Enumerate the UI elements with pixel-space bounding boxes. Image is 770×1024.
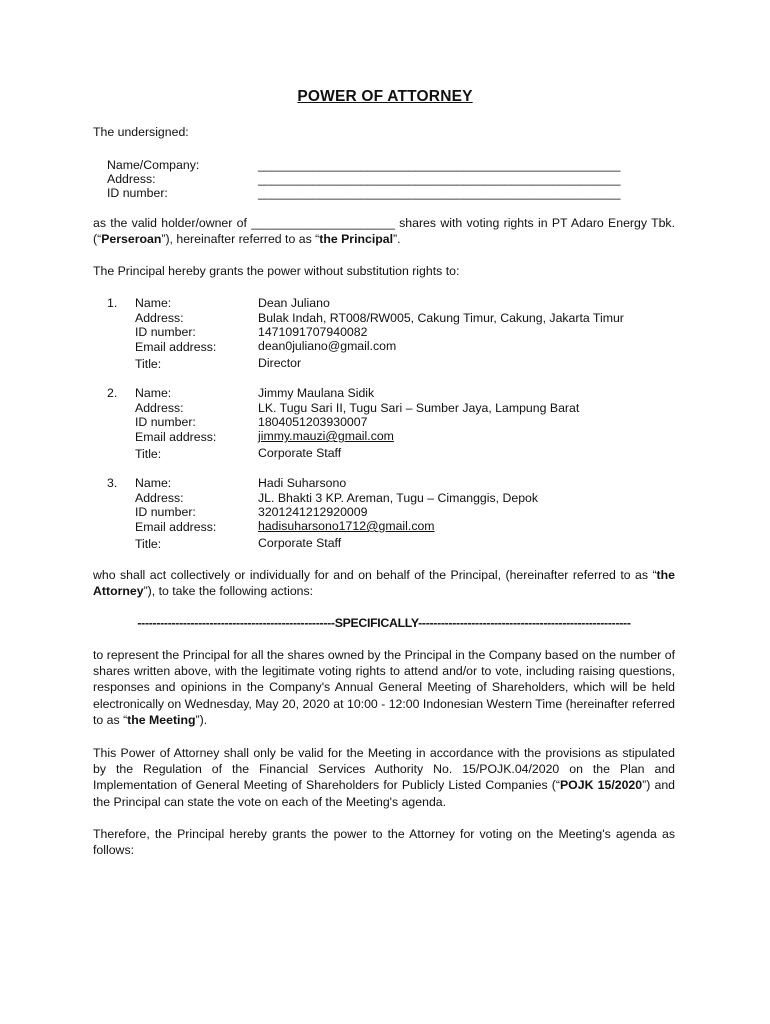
attorney-id-number: 3201241212920009 — [258, 505, 368, 519]
attorney-term: the Attorney — [93, 568, 675, 599]
id-number-label: ID number: — [135, 505, 196, 519]
title-label: Title: — [135, 447, 162, 461]
act-text-2: ”), to take the following actions: — [143, 584, 314, 599]
principal-term: the Principal — [319, 232, 394, 247]
pojk-term: POJK 15/2020 — [559, 778, 643, 793]
address-blank: _____________________________________________________ — [258, 172, 621, 186]
attorney-address: Bulak Indah, RT008/RW005, Cakung Timur, Cakung, Jakarta Timur — [258, 311, 624, 325]
id-number-label: ID number: — [135, 415, 196, 429]
address-label: Address: — [107, 172, 156, 186]
attorney-email-link[interactable]: hadisuharsono1712@gmail.com — [258, 519, 435, 533]
email-label: Email address: — [135, 430, 217, 444]
email-label: Email address: — [135, 340, 217, 354]
attorney-email: dean0juliano@gmail.com — [258, 339, 397, 353]
holder-text-3: ”), hereinafter referred to as “ — [161, 232, 320, 247]
id-number-blank: _____________________________________________________ — [258, 186, 621, 200]
attorney-number: 1. — [107, 296, 118, 310]
id-number-label: ID number: — [107, 186, 168, 200]
attorney-email-link[interactable]: jimmy.mauzi@gmail.com — [258, 429, 394, 443]
id-number-label: ID number: — [135, 325, 196, 339]
undersigned-label: The undersigned: — [93, 125, 189, 139]
name-company-blank: _____________________________________________________ — [258, 158, 621, 172]
represent-text-1: to represent the Principal for all the shares owned by the Principal in the Company based on the number of shares written above, with the legitimate voting rights to attend and/or to vote, including raising questions, responses and opinions in the Company's Annual General Meeting of Shareholders, which will be held electronically on Wednesday, May 20, 2020 at 10:00 - 12:00 Indonesian Western Time (hereinafter referred to as “ — [93, 648, 675, 727]
holder-paragraph — [93, 215, 675, 247]
attorney-address: JL. Bhakti 3 KP. Areman, Tugu – Cimanggis, Depok — [258, 491, 539, 505]
attorney-name: Hadi Suharsono — [258, 476, 347, 490]
grants-intro: The Principal hereby grants the power without substitution rights to: — [93, 264, 460, 278]
address-label: Address: — [135, 311, 184, 325]
attorney-address: LK. Tugu Sari II, Tugu Sari – Sumber Jaya, Lampung Barat — [258, 401, 580, 415]
address-label: Address: — [135, 401, 184, 415]
title-label: Title: — [135, 357, 162, 371]
validity-paragraph — [93, 745, 675, 810]
holder-text-4: ”. — [393, 232, 401, 247]
represent-paragraph — [93, 647, 675, 728]
attorney-number: 3. — [107, 476, 118, 490]
name-label: Name: — [135, 296, 172, 310]
meeting-term: the Meeting — [127, 712, 196, 727]
document-title: POWER OF ATTORNEY — [297, 88, 473, 105]
represent-text-2: ”). — [195, 712, 208, 727]
attorney-title: Corporate Staff — [258, 446, 342, 460]
therefore-paragraph: Therefore, the Principal hereby grants the power to the Attorney for voting on the Meeting's agenda as follows: — [93, 827, 675, 858]
attorney-id-number: 1471091707940082 — [258, 325, 368, 339]
name-label: Name: — [135, 386, 172, 400]
attorney-title: Director — [258, 356, 302, 370]
attorney-number: 2. — [107, 386, 118, 400]
act-paragraph — [93, 567, 675, 599]
address-label: Address: — [135, 491, 184, 505]
attorney-id-number: 1804051203930007 — [258, 415, 368, 429]
attorney-name: Jimmy Maulana Sidik — [258, 386, 375, 400]
email-label: Email address: — [135, 520, 217, 534]
name-company-label: Name/Company: — [107, 158, 200, 172]
holder-text-1: as the valid holder/owner of — [93, 216, 252, 230]
name-label: Name: — [135, 476, 172, 490]
attorney-title: Corporate Staff — [258, 536, 342, 550]
act-text-1: who shall act collectively or individually for and on behalf of the Principal, (hereinafter referred to as “ — [93, 568, 657, 582]
validity-text-1: This Power of Attorney shall only be valid for the Meeting in accordance with the provisions as stipulated by the Regulation of the Financial Services Authority No. 15/POJK.04/2020 on the Plan and Implementation of General Meeting of Shareholders for Publicly Listed Companies (“ — [93, 746, 675, 793]
shares-blank: _____________________ — [251, 216, 395, 230]
specifically-divider: ----------------------------------------------------SPECIFICALLY-------------------------------------------------------- — [137, 616, 631, 630]
holder-text-2: shares with voting rights in PT Adaro Energy Tbk. (“ — [93, 216, 675, 247]
attorney-name: Dean Juliano — [258, 296, 330, 310]
perseroan-term: Perseroan — [101, 232, 162, 247]
validity-text-2: ”) and the Principal can state the vote on each of the Meeting's agenda. — [93, 778, 675, 809]
title-label: Title: — [135, 537, 162, 551]
